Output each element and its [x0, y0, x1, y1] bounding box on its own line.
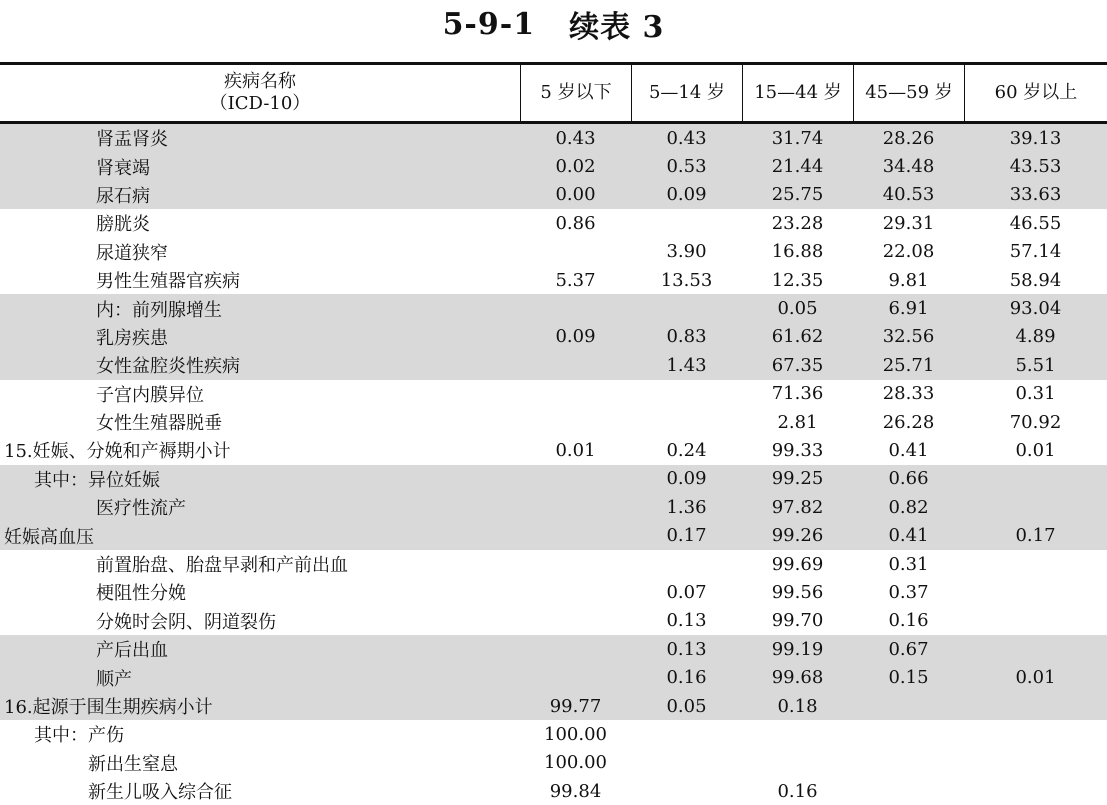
row-value-cell: 43.53: [1009, 156, 1062, 178]
table-row: [0, 238, 1107, 266]
row-value-cell: 21.44: [771, 156, 824, 178]
row-value-cell: 0.37: [888, 581, 929, 603]
row-value-cell: 0.66: [888, 468, 929, 490]
row-disease-name: 新出生窒息: [88, 753, 178, 775]
row-value-cell: 0.31: [1015, 383, 1056, 405]
table-row: [0, 152, 1107, 180]
row-value-cell: 1.43: [666, 354, 707, 376]
row-value-cell: 29.31: [882, 212, 935, 234]
table-row: [0, 323, 1107, 351]
row-value-cell: 0.09: [666, 184, 707, 206]
row-value-cell: 0.09: [555, 326, 596, 348]
row-disease-name: 内：前列腺增生: [96, 299, 222, 321]
table-row: [0, 465, 1107, 493]
table-row: [0, 521, 1107, 549]
row-value-cell: 99.84: [549, 780, 602, 802]
row-disease-name: 肾衰竭: [96, 157, 150, 179]
row-value-cell: 57.14: [1009, 241, 1062, 263]
row-value-cell: 32.56: [882, 326, 935, 348]
row-value-cell: 0.24: [666, 439, 707, 461]
row-disease-name: 顺产: [96, 668, 132, 690]
row-value-cell: 6.91: [888, 298, 929, 320]
row-disease-name: 新生儿吸入综合征: [88, 782, 232, 804]
row-disease-name: 尿道狭窄: [96, 242, 168, 264]
table-row: [0, 749, 1107, 777]
row-value-cell: 99.69: [771, 553, 824, 575]
header-name-line1: 疾病名称: [223, 71, 296, 92]
row-value-cell: 0.41: [888, 439, 929, 461]
table-row: [0, 777, 1107, 805]
header-col-15-44: 15—44 岁: [742, 65, 853, 121]
row-value-cell: 70.92: [1009, 411, 1062, 433]
row-value-cell: 23.28: [771, 212, 824, 234]
row-value-cell: 99.25: [771, 468, 824, 490]
table-row: [0, 692, 1107, 720]
row-disease-name: 前置胎盘、胎盘早剥和产前出血: [96, 555, 348, 577]
table-header: [0, 62, 1107, 124]
row-value-cell: 99.77: [549, 695, 602, 717]
table-row: [0, 607, 1107, 635]
row-value-cell: 0.13: [666, 638, 707, 660]
row-value-cell: 1.36: [666, 496, 707, 518]
table-row: [0, 635, 1107, 663]
row-value-cell: 4.89: [1015, 326, 1056, 348]
row-value-cell: 0.86: [555, 212, 596, 234]
table-row: [0, 181, 1107, 209]
header-col-45-59: 45—59 岁: [853, 65, 964, 121]
row-value-cell: 0.01: [1015, 439, 1056, 461]
row-value-cell: 28.33: [882, 383, 935, 405]
row-value-cell: 71.36: [771, 383, 824, 405]
header-disease-name: [0, 65, 520, 121]
row-value-cell: 99.56: [771, 581, 824, 603]
row-value-cell: 0.16: [888, 610, 929, 632]
table-row: [0, 209, 1107, 237]
row-disease-name: 医疗性流产: [96, 498, 186, 520]
row-value-cell: 33.63: [1009, 184, 1062, 206]
row-value-cell: 0.17: [666, 525, 707, 547]
row-value-cell: 58.94: [1009, 269, 1062, 291]
row-value-cell: 99.26: [771, 525, 824, 547]
row-value-cell: 0.16: [666, 667, 707, 689]
row-disease-name: 女性盆腔炎性疾病: [96, 356, 240, 378]
table-row: [0, 663, 1107, 691]
row-value-cell: 9.81: [888, 269, 929, 291]
row-disease-name: 男性生殖器官疾病: [96, 271, 240, 293]
row-value-cell: 25.71: [882, 354, 935, 376]
row-disease-name: 15.妊娠、分娩和产褥期小计: [4, 441, 231, 463]
table-row: [0, 266, 1107, 294]
header-col-under5: 5 岁以下: [520, 65, 631, 121]
row-value-cell: 0.02: [555, 156, 596, 178]
row-value-cell: 0.43: [666, 127, 707, 149]
table-row: [0, 294, 1107, 322]
row-value-cell: 0.07: [666, 581, 707, 603]
row-value-cell: 0.05: [666, 695, 707, 717]
table-row: [0, 408, 1107, 436]
header-name-line2: （ICD-10）: [209, 93, 311, 114]
row-value-cell: 0.43: [555, 127, 596, 149]
table-row: [0, 578, 1107, 606]
row-disease-name: 产后出血: [96, 640, 168, 662]
row-disease-name: 妊娠高血压: [4, 526, 94, 548]
row-value-cell: 97.82: [771, 496, 824, 518]
row-value-cell: 0.82: [888, 496, 929, 518]
row-value-cell: 13.53: [660, 269, 713, 291]
row-value-cell: 5.51: [1015, 354, 1056, 376]
row-disease-name: 膀胱炎: [96, 214, 150, 236]
row-disease-name: 其中：异位妊娠: [34, 469, 160, 491]
row-value-cell: 0.53: [666, 156, 707, 178]
table-row: [0, 493, 1107, 521]
row-value-cell: 3.90: [666, 241, 707, 263]
row-disease-name: 16.起源于围生期疾病小计: [4, 697, 213, 718]
row-value-cell: 39.13: [1009, 127, 1062, 149]
row-value-cell: 0.16: [777, 780, 818, 802]
row-value-cell: 0.05: [777, 298, 818, 320]
row-value-cell: 28.26: [882, 127, 935, 149]
row-disease-name: 分娩时会阴、阴道裂伤: [96, 611, 276, 633]
row-value-cell: 12.35: [771, 269, 824, 291]
row-value-cell: 99.33: [771, 439, 824, 461]
row-value-cell: 99.70: [771, 610, 824, 632]
header-col-60plus: 60 岁以上: [964, 65, 1107, 121]
row-value-cell: 61.62: [771, 326, 824, 348]
row-value-cell: 0.15: [888, 667, 929, 689]
row-value-cell: 0.09: [666, 468, 707, 490]
row-value-cell: 26.28: [882, 411, 935, 433]
row-disease-name: 子宫内膜异位: [96, 384, 204, 406]
row-value-cell: 31.74: [771, 127, 824, 149]
row-disease-name: 肾盂肾炎: [96, 129, 168, 151]
row-value-cell: 16.88: [771, 241, 824, 263]
table-row: [0, 720, 1107, 748]
table-row: [0, 550, 1107, 578]
row-value-cell: 0.31: [888, 553, 929, 575]
row-disease-name: 乳房疾患: [96, 327, 168, 349]
table-row: [0, 351, 1107, 379]
row-disease-name: 梗阻性分娩: [96, 583, 186, 605]
row-value-cell: 100.00: [544, 752, 607, 774]
row-value-cell: 5.37: [555, 269, 596, 291]
row-value-cell: 0.17: [1015, 525, 1056, 547]
row-value-cell: 0.41: [888, 525, 929, 547]
table-title: [0, 0, 1107, 48]
row-value-cell: 0.83: [666, 326, 707, 348]
table-body: [0, 124, 1107, 805]
row-value-cell: 0.13: [666, 610, 707, 632]
row-value-cell: 0.01: [1015, 667, 1056, 689]
row-value-cell: 46.55: [1009, 212, 1062, 234]
row-value-cell: 93.04: [1009, 298, 1062, 320]
row-value-cell: 99.19: [771, 638, 824, 660]
row-value-cell: 0.00: [555, 184, 596, 206]
row-value-cell: 0.67: [888, 638, 929, 660]
header-col-5-14: 5—14 岁: [631, 65, 742, 121]
table-row: [0, 380, 1107, 408]
table-row: [0, 124, 1107, 152]
table-number: 5-9-1: [442, 6, 536, 42]
row-disease-name: 其中：产伤: [34, 725, 124, 747]
row-value-cell: 2.81: [777, 411, 818, 433]
row-value-cell: 99.68: [771, 667, 824, 689]
row-value-cell: 100.00: [544, 723, 607, 745]
row-value-cell: 34.48: [882, 156, 935, 178]
row-value-cell: 67.35: [771, 354, 824, 376]
row-value-cell: 25.75: [771, 184, 824, 206]
row-value-cell: 40.53: [882, 184, 935, 206]
table-row: [0, 436, 1107, 464]
row-disease-name: 尿石病: [96, 185, 150, 207]
table-subtitle: 续表 3: [569, 10, 665, 45]
row-value-cell: 0.18: [777, 695, 818, 717]
row-disease-name: 女性生殖器脱垂: [96, 413, 222, 435]
statistics-table: [0, 62, 1107, 805]
row-value-cell: 22.08: [882, 241, 935, 263]
row-value-cell: 0.01: [555, 439, 596, 461]
